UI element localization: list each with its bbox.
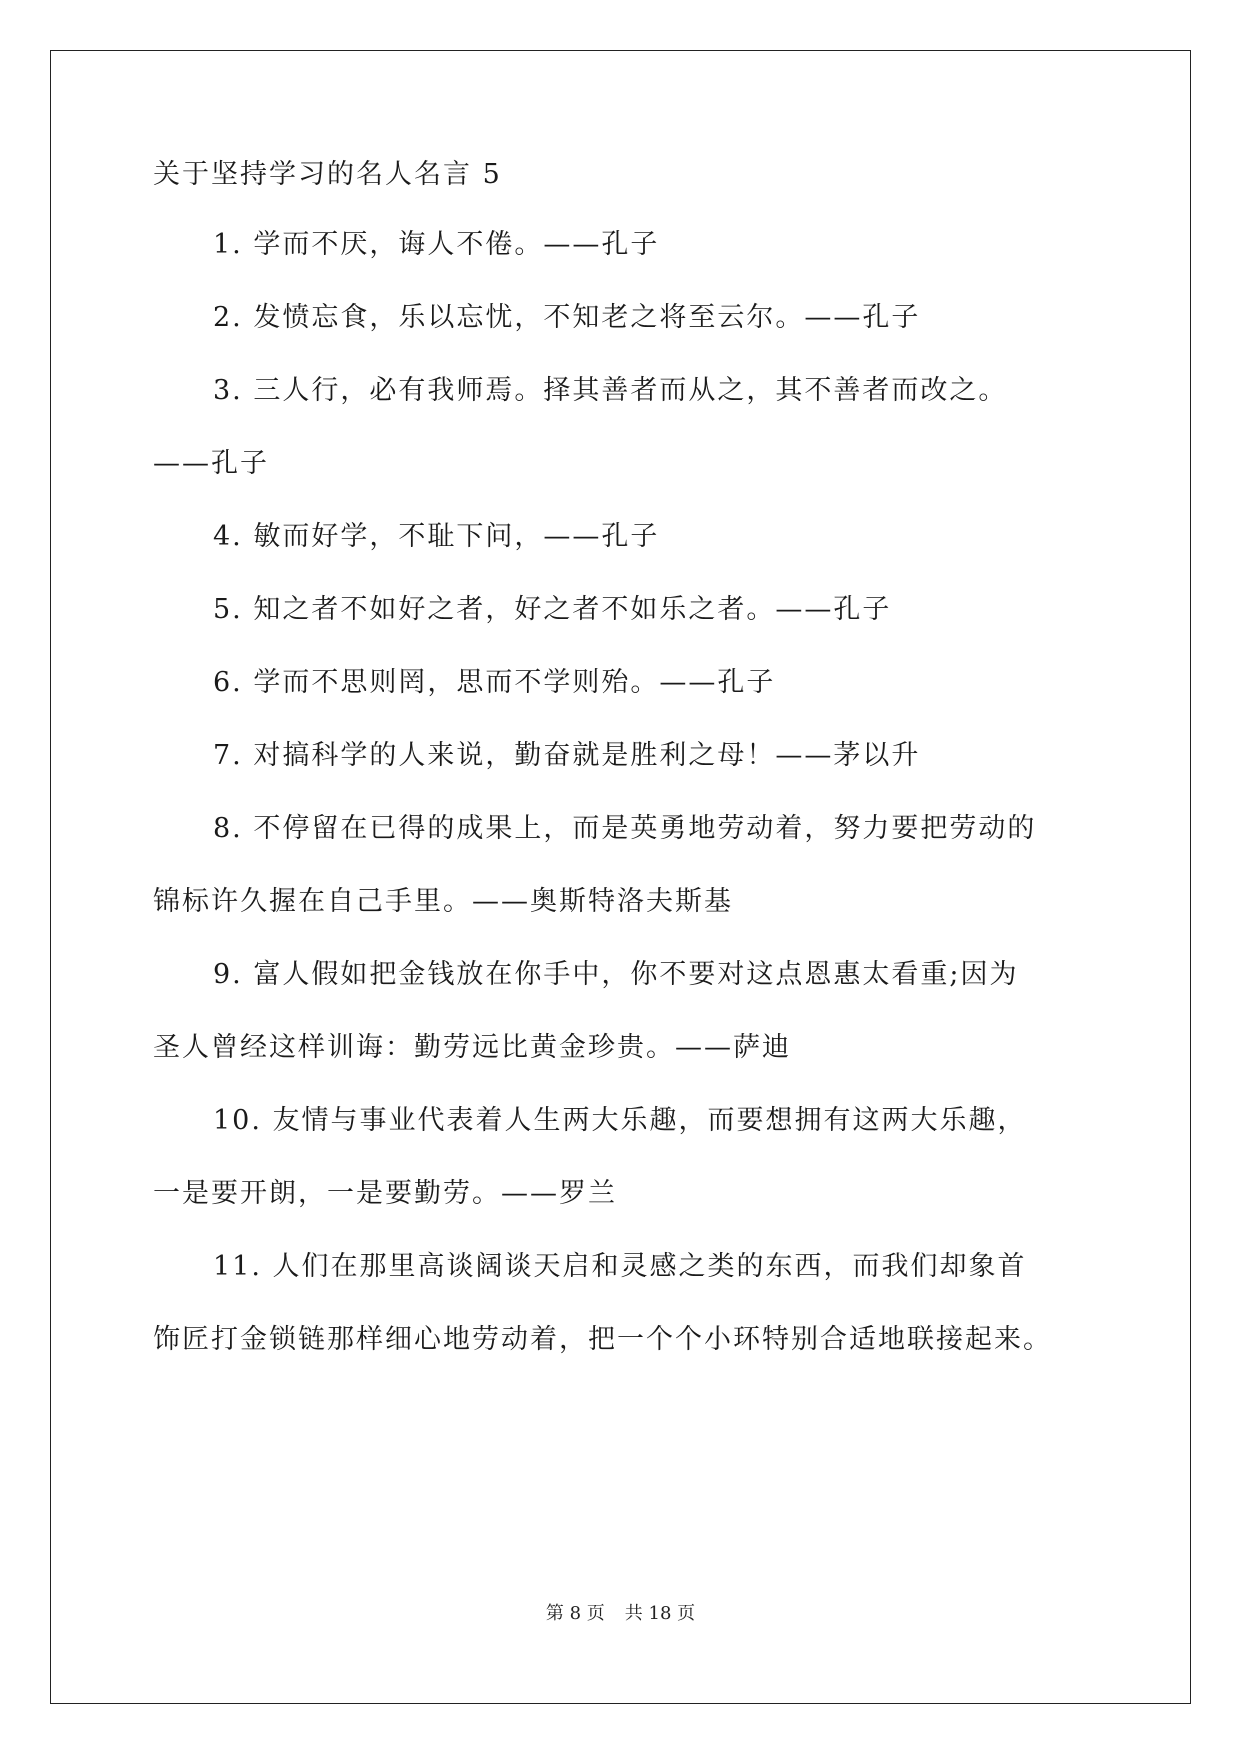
quote-6-line-1: 6. 学而不思则罔，思而不学则殆。——孔子 (213, 667, 776, 698)
page-footer (0, 1602, 1241, 1626)
quote-8-line-1: 8. 不停留在已得的成果上，而是英勇地劳动着，努力要把劳动的 (213, 813, 1037, 844)
quote-3-line-1: 3. 三人行，必有我师焉。择其善者而从之，其不善者而改之。 (213, 375, 1008, 406)
quote-5-line-1: 5. 知之者不如好之者，好之者不如乐之者。——孔子 (213, 594, 892, 625)
quote-4-line-1: 4. 敏而好学，不耻下问，——孔子 (213, 521, 660, 552)
quote-10-line-2: 一是要开朗，一是要勤劳。——罗兰 (153, 1178, 617, 1209)
quote-3-line-2: ——孔子 (153, 448, 269, 479)
document-heading: 关于坚持学习的名人名言 5 (153, 159, 502, 190)
quote-8-line-2: 锦标许久握在自己手里。——奥斯特洛夫斯基 (153, 886, 733, 917)
quote-11-line-2: 饰匠打金锁链那样细心地劳动着，把一个个小环特别合适地联接起来。 (153, 1324, 1052, 1355)
quote-7-line-1: 7. 对搞科学的人来说，勤奋就是胜利之母！——茅以升 (213, 740, 921, 771)
quote-9-line-1: 9. 富人假如把金钱放在你手中，你不要对这点恩惠太看重;因为 (213, 959, 1019, 990)
quote-9-line-2: 圣人曾经这样训诲：勤劳远比黄金珍贵。——萨迪 (153, 1032, 791, 1063)
page-number: 第 8 页 (545, 1603, 605, 1624)
quote-1-line-1: 1. 学而不厌，诲人不倦。——孔子 (213, 229, 660, 260)
quote-11-line-1: 11. 人们在那里高谈阔谈天启和灵感之类的东西，而我们却象首 (213, 1251, 1027, 1282)
quote-10-line-1: 10. 友情与事业代表着人生两大乐趣，而要想拥有这两大乐趣， (213, 1105, 1027, 1136)
quote-2-line-1: 2. 发愤忘食，乐以忘忧，不知老之将至云尔。——孔子 (213, 302, 921, 333)
page-total: 共 18 页 (624, 1603, 696, 1624)
